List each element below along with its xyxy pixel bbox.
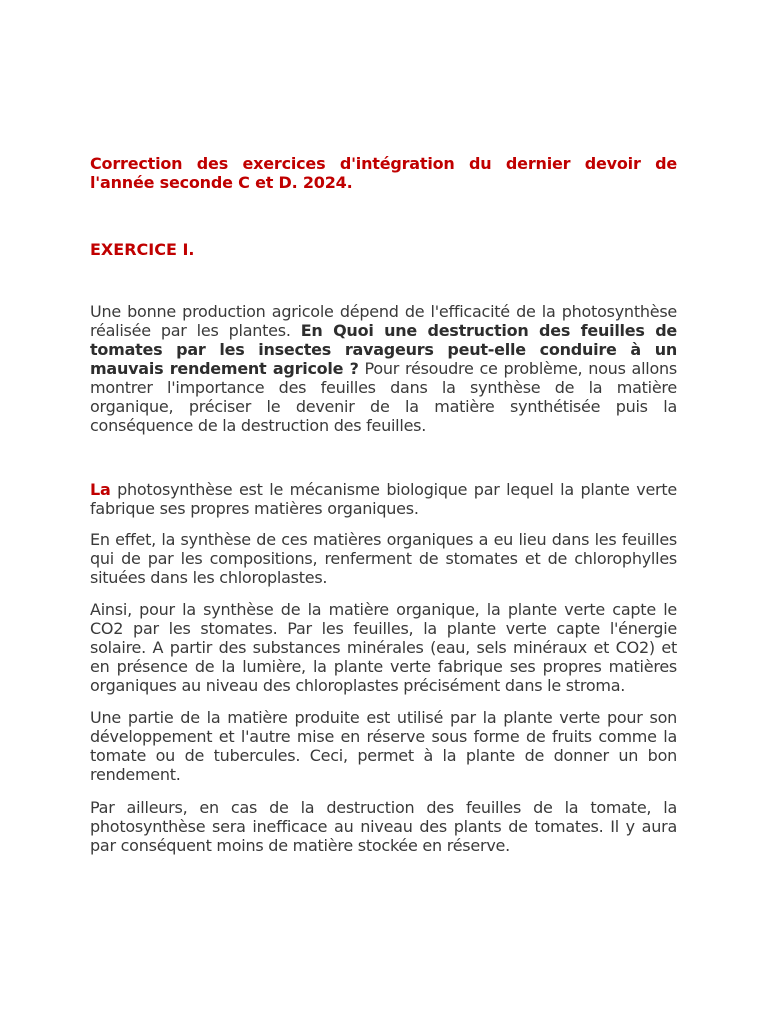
document-title: Correction des exercices d'intégration du dernier devoir de l'année seconde C et D. 2024.	[90, 154, 677, 192]
paragraph-lead-word: La	[90, 480, 111, 499]
paragraph-consequence: Par ailleurs, en cas de la destruction des feuilles de la tomate, la photosynthèse sera inefficace au niveau des plants de tomates. Il y aura par conséquent moins de matière stockée en réserve.	[90, 798, 677, 855]
intro-text-end: Pour résoudre ce problème, nous allons montrer l'importance des feuilles dans la synthèse de la matière organique, préciser le devenir de la matière synthétisée puis la conséquence de la destruction des feuilles.	[90, 359, 677, 435]
intro-paragraph	[90, 302, 677, 435]
intro-text-start: Une bonne production agricole dépend de l'efficacité de la photosynthèse réalisée par les plantes.	[90, 302, 677, 340]
paragraph-matter-use: Une partie de la matière produite est utilisé par la plante verte pour son développement et l'autre mise en réserve sous forme de fruits comme la tomate ou de tubercules. Ceci, permet à la plante de donner un bon rendement.	[90, 708, 677, 784]
paragraph-synthesis-process: Ainsi, pour la synthèse de la matière organique, la plante verte capte le CO2 par les stomates. Par les feuilles, la plante verte capte l'énergie solaire. A partir des substances minérales (eau, sels minéraux et CO2) et en présence de la lumière, la plante verte fabrique ses propres matières organiques au niveau des chloroplastes précisément dans le stroma.	[90, 600, 677, 695]
document-body	[90, 154, 678, 855]
paragraph-leaves-role: En effet, la synthèse de ces matières organiques a eu lieu dans les feuilles qui de par les compositions, renferment de stomates et de chlorophylles situées dans les chloroplastes.	[90, 530, 677, 587]
paragraph-photosynthesis-definition	[90, 480, 677, 518]
exercise-heading: EXERCICE I.	[90, 240, 195, 259]
problem-question: En Quoi une destruction des feuilles de tomates par les insectes ravageurs peut-elle conduire à un mauvais rendement agricole ?	[90, 321, 678, 378]
paragraph-definition-text: photosynthèse est le mécanisme biologique par lequel la plante verte fabrique ses propres matières organiques.	[90, 480, 677, 518]
